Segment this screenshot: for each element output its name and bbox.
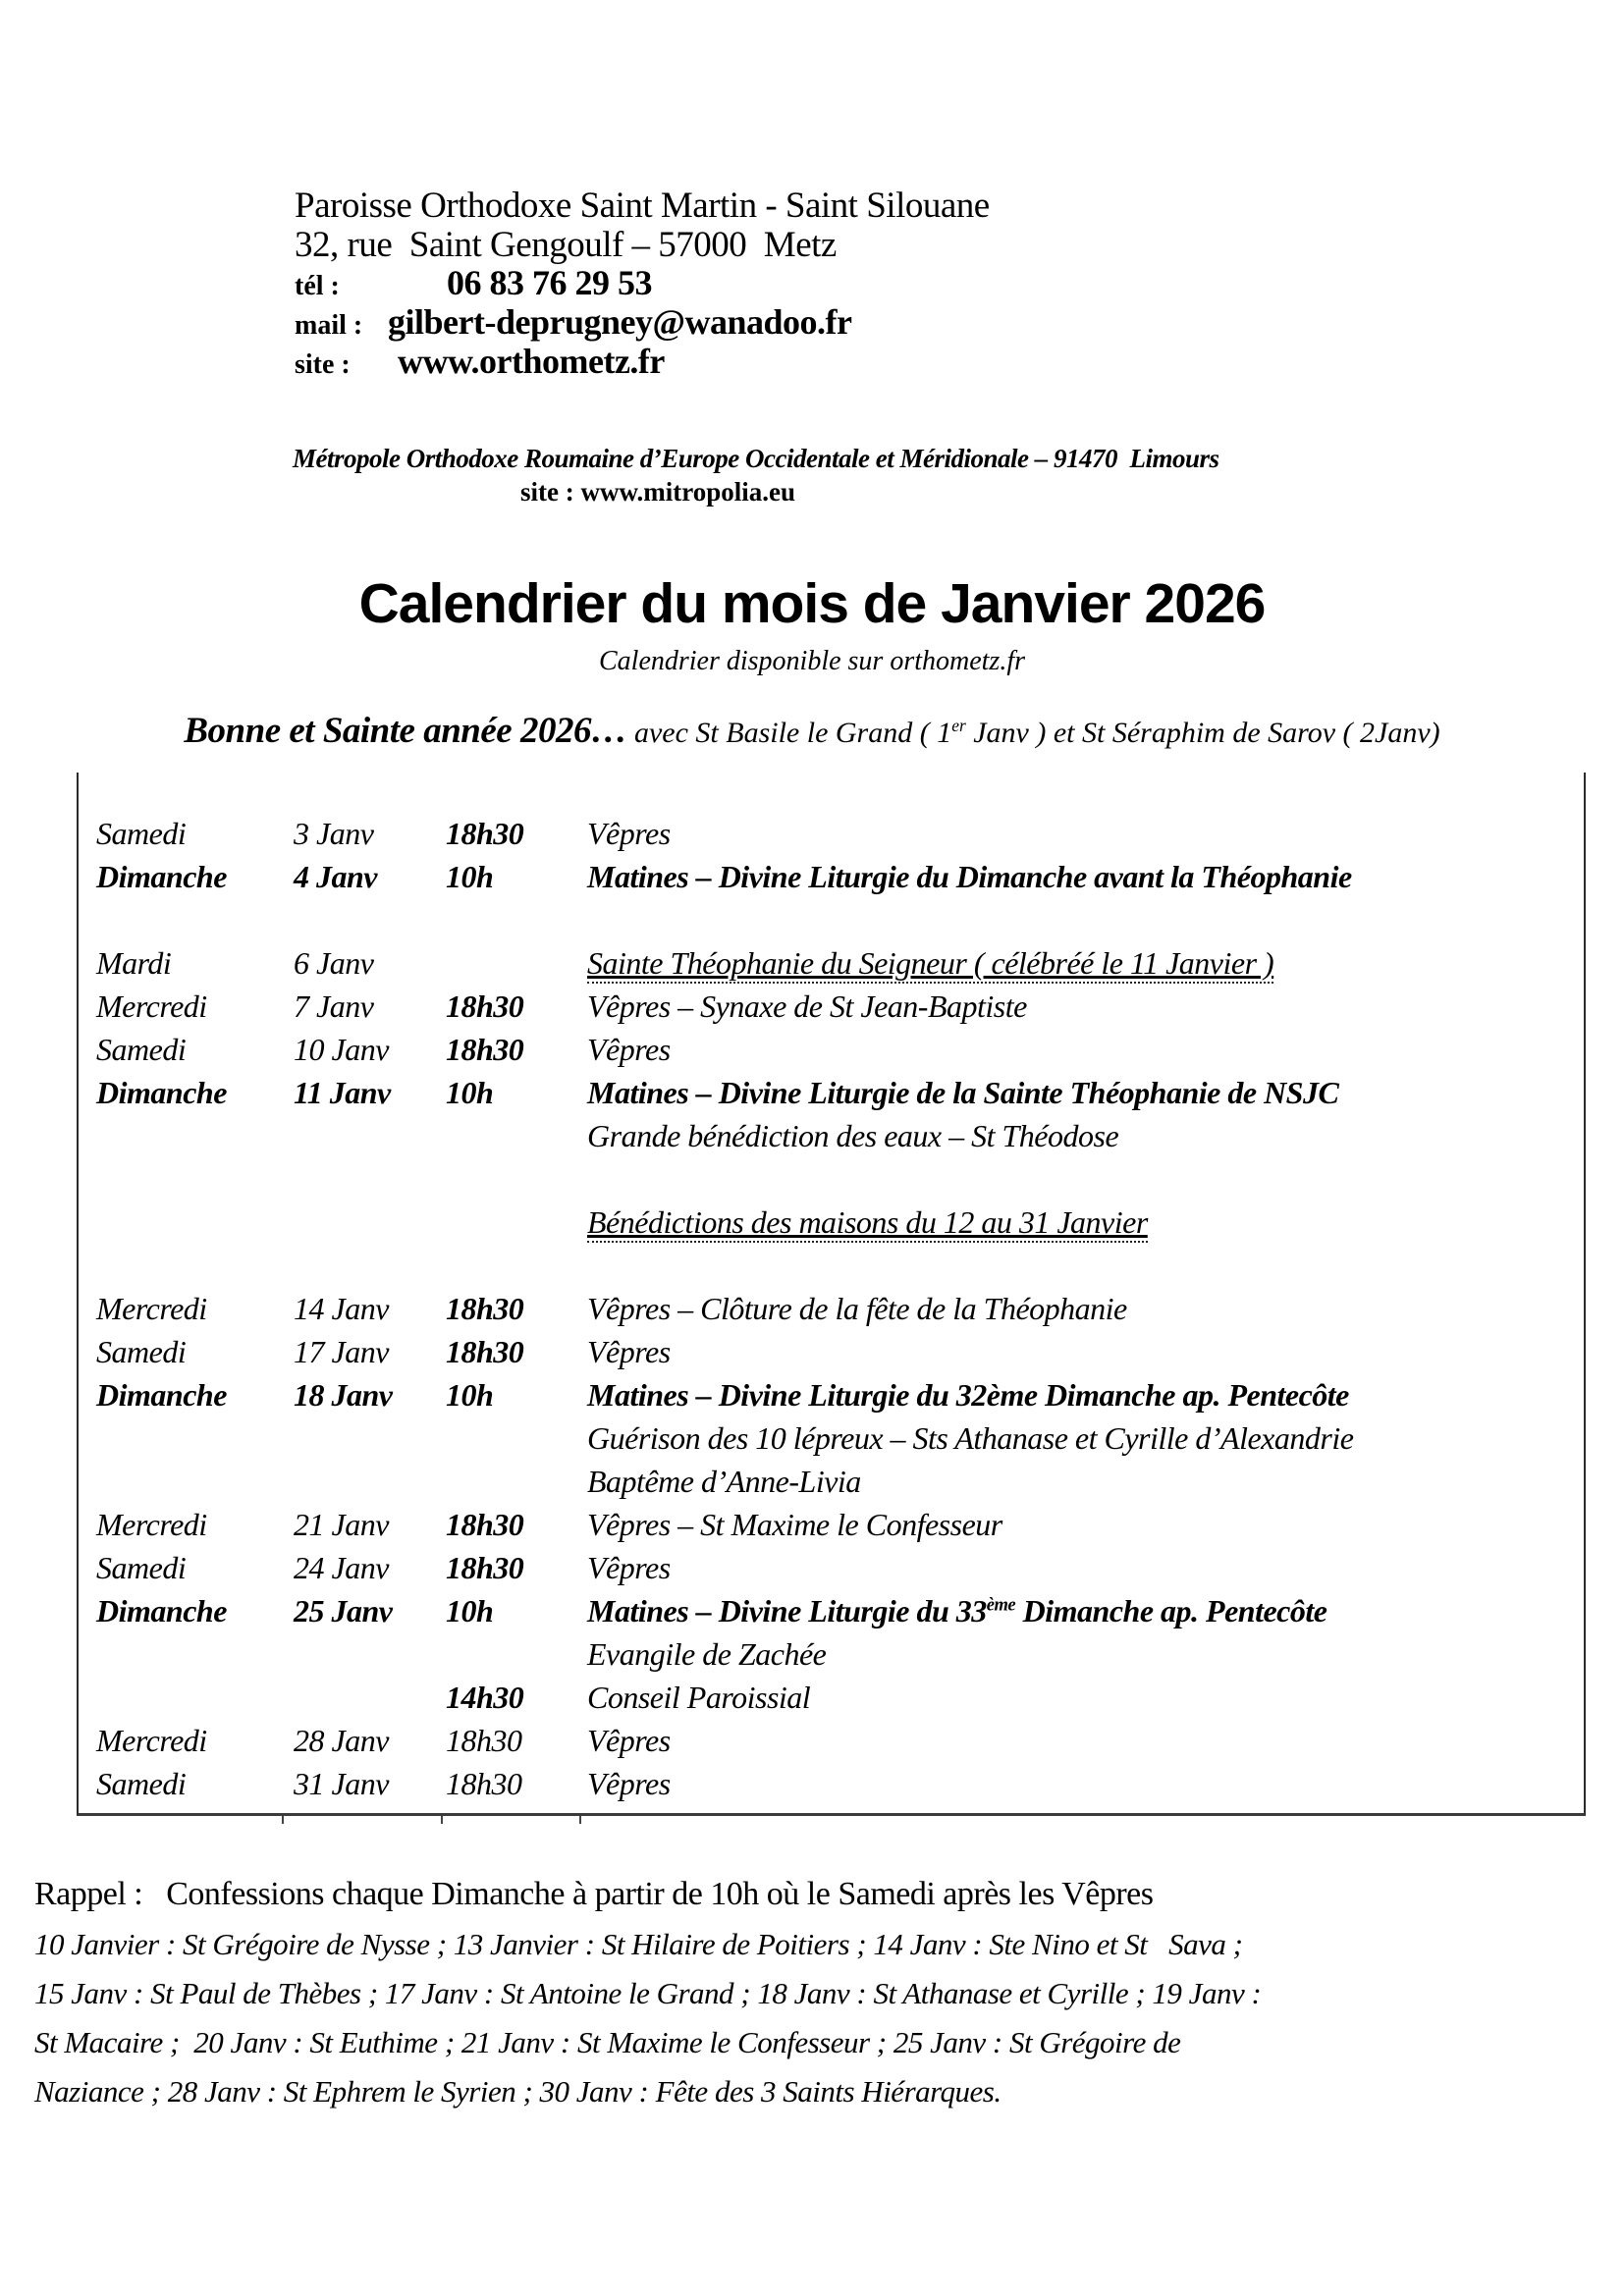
calendar-cell-date: 28 Janv xyxy=(294,1723,389,1758)
calendar-cell-desc: Baptême d’Anne-Livia xyxy=(587,1464,861,1499)
calendar-cell-desc: Grande bénédiction des eaux – St Théodose xyxy=(587,1118,1119,1153)
calendar-cell-date xyxy=(282,1460,441,1503)
calendar-cell-desc: Evangile de Zachée xyxy=(587,1636,827,1672)
calendar-cell-day: Samedi xyxy=(96,816,187,851)
calendar-cell-day: Mercredi xyxy=(96,1291,207,1326)
site-value: www.orthometz.fr xyxy=(398,342,665,381)
calendar-row xyxy=(79,1071,1584,1114)
calendar-cell-time: 18h30 xyxy=(446,988,524,1024)
calendar-cell-time: 18h30 xyxy=(446,1723,522,1758)
calendar-cell-day: Mercredi xyxy=(96,988,207,1024)
calendar-row xyxy=(79,985,1584,1028)
calendar-cell-day: Dimanche xyxy=(96,859,227,894)
greeting-bold: Bonne et Sainte année 2026… xyxy=(184,711,627,751)
calendar-row xyxy=(79,855,1584,898)
calendar-rows xyxy=(79,812,1584,1805)
calendar-cell-date: 4 Janv xyxy=(294,859,377,894)
calendar-cell-day xyxy=(79,1416,282,1460)
calendar-row xyxy=(79,1762,1584,1805)
calendar-row xyxy=(79,941,1584,985)
calendar-row xyxy=(79,1503,1584,1546)
contact-mail xyxy=(295,304,1624,344)
calendar-cell-time: 18h30 xyxy=(446,1507,524,1542)
calendar-cell-time xyxy=(441,1460,579,1503)
calendar-cell-day: Samedi xyxy=(96,1766,187,1801)
calendar-cell-time: 14h30 xyxy=(446,1680,524,1715)
calendar-cell-day: Samedi xyxy=(96,1550,187,1585)
calendar-cell-day xyxy=(79,1201,282,1244)
calendar-spacer-row xyxy=(79,1157,1584,1201)
calendar-cell-time xyxy=(441,941,579,985)
calendar-cell-desc: Matines – Divine Liturgie du Dimanche avant la Théophanie xyxy=(587,859,1352,894)
metropole-name: Métropole Orthodoxe Roumaine d’Europe Occidentale et Méridionale – 91470 Limours xyxy=(293,444,1219,473)
saints-line: 15 Janv : St Paul de Thèbes ; 17 Janv : St Antoine le Grand ; 18 Janv : St Athanase et Cyrille ; 19 Janv : xyxy=(34,1976,1262,2010)
calendar-cell-desc: Vêpres – St Maxime le Confesseur xyxy=(587,1507,1002,1542)
calendar-cell-date xyxy=(282,1416,441,1460)
calendar-cell-desc: Vêpres – Clôture de la fête de la Théophanie xyxy=(587,1291,1127,1326)
calendar-row xyxy=(79,1632,1584,1676)
calendar-cell-time: 18h30 xyxy=(446,1550,524,1585)
calendar-cell-date: 21 Janv xyxy=(294,1507,389,1542)
greeting-rest: avec St Basile le Grand ( 1er Janv ) et St Séraphim de Sarov ( 2Janv) xyxy=(626,716,1440,749)
calendar-cell-day: Dimanche xyxy=(96,1593,227,1629)
calendar-cell-time xyxy=(441,1114,579,1157)
page-title: Calendrier du mois de Janvier 2026 xyxy=(358,572,1266,635)
calendar-row xyxy=(79,812,1584,855)
calendar-row xyxy=(79,1330,1584,1373)
calendar-cell-desc: Vêpres xyxy=(587,1032,671,1067)
calendar-row xyxy=(79,1460,1584,1503)
saints-block xyxy=(34,1920,1624,2116)
calendar-cell-date xyxy=(282,1676,441,1719)
calendar-cell-day: Samedi xyxy=(96,1032,187,1067)
mail-label: mail : xyxy=(295,310,363,341)
calendar-cell-time xyxy=(441,1201,579,1244)
calendar-cell-date: 18 Janv xyxy=(294,1377,393,1413)
column-tick xyxy=(282,1816,284,1824)
contact-tel xyxy=(295,265,1624,304)
calendar-cell-day: Mercredi xyxy=(96,1507,207,1542)
saints-line: Naziance ; 28 Janv : St Ephrem le Syrien ; 30 Janv : Fête des 3 Saints Hiérarques. xyxy=(34,2074,1001,2109)
calendar-cell-desc: Matines – Divine Liturgie du 33ème Dimanche ap. Pentecôte xyxy=(587,1593,1327,1629)
calendar-row xyxy=(79,1114,1584,1157)
calendar-cell-desc: Bénédictions des maisons du 12 au 31 Janvier xyxy=(579,1201,1584,1244)
calendar-cell-time xyxy=(441,1632,579,1676)
column-tick xyxy=(441,1816,443,1824)
calendar-cell-time: 18h30 xyxy=(446,1032,524,1067)
calendar-cell-day xyxy=(79,1676,282,1719)
calendar-cell-day: Dimanche xyxy=(96,1377,227,1413)
calendar-cell-date xyxy=(282,1201,441,1244)
calendar-cell-day xyxy=(79,1114,282,1157)
calendar-cell-date: 31 Janv xyxy=(294,1766,389,1801)
parish-header xyxy=(295,187,1624,383)
rappel-line: Rappel : Confessions chaque Dimanche à partir de 10h où le Samedi après les Vêpres xyxy=(34,1876,1154,1912)
calendar-spacer-row xyxy=(79,1244,1584,1287)
greeting-line xyxy=(0,709,1624,761)
tel-label: tél : xyxy=(295,271,340,301)
calendar-cell-day: Samedi xyxy=(96,1334,187,1369)
calendar-cell-date: 14 Janv xyxy=(294,1291,389,1326)
calendar-cell-desc: Vêpres – Synaxe de St Jean-Baptiste xyxy=(587,988,1027,1024)
calendar-cell-desc: Matines – Divine Liturgie de la Sainte Théophanie de NSJC xyxy=(587,1075,1339,1110)
calendar-row xyxy=(79,1676,1584,1719)
calendar-row xyxy=(79,1028,1584,1071)
calendar-cell-date xyxy=(282,1632,441,1676)
metropole-block xyxy=(0,442,1624,508)
calendar-cell-day: Mercredi xyxy=(96,1723,207,1758)
calendar-cell-desc: Vêpres xyxy=(587,1550,671,1585)
calendar-cell-date xyxy=(282,1114,441,1157)
saints-line: St Macaire ; 20 Janv : St Euthime ; 21 Janv : St Maxime le Confesseur ; 25 Janv : St Grégoire de xyxy=(34,2025,1181,2059)
calendar-cell-day xyxy=(79,1460,282,1503)
calendar-cell-desc: Vêpres xyxy=(587,1723,671,1758)
calendar-cell-date: 3 Janv xyxy=(294,816,374,851)
calendar-cell-time: 18h30 xyxy=(446,816,524,851)
calendar-row xyxy=(79,1416,1584,1460)
calendar-row xyxy=(79,1287,1584,1330)
calendar-cell-desc: Vêpres xyxy=(587,1766,671,1801)
calendar-cell-date: 7 Janv xyxy=(294,988,374,1024)
calendar-cell-day xyxy=(79,1632,282,1676)
metropole-site: site : www.mitropolia.eu xyxy=(520,477,795,507)
parish-address: 32, rue Saint Gengoulf – 57000 Metz xyxy=(295,225,837,265)
site-label: site : xyxy=(295,349,351,380)
calendar-spacer-row xyxy=(79,898,1584,941)
calendar-row xyxy=(79,1719,1584,1762)
saints-line: 10 Janvier : St Grégoire de Nysse ; 13 Janvier : St Hilaire de Poitiers ; 14 Janv : Ste Nino et St Sava ; xyxy=(34,1927,1243,1961)
mail-value: gilbert-deprugney@wanadoo.fr xyxy=(388,302,852,342)
calendar-row xyxy=(79,1546,1584,1589)
tel-value: 06 83 76 29 53 xyxy=(447,263,652,302)
calendar-cell-date: 25 Janv xyxy=(294,1593,393,1629)
calendar-cell-date: 10 Janv xyxy=(294,1032,389,1067)
calendar-cell-date: 6 Janv xyxy=(294,945,374,981)
calendar-row xyxy=(79,1373,1584,1416)
calendar-cell-desc: Conseil Paroissial xyxy=(587,1680,811,1715)
column-tick xyxy=(579,1816,581,1824)
calendar-cell-desc: Vêpres xyxy=(587,1334,671,1369)
parish-name: Paroisse Orthodoxe Saint Martin - Saint Silouane xyxy=(295,186,990,226)
calendar-cell-date: 24 Janv xyxy=(294,1550,389,1585)
calendar-row xyxy=(79,1201,1584,1244)
calendar-cell-day: Mardi xyxy=(96,945,172,981)
calendar-cell-time: 18h30 xyxy=(446,1334,524,1369)
calendar-cell-desc: Guérison des 10 lépreux – Sts Athanase et Cyrille d’Alexandrie xyxy=(587,1420,1354,1456)
calendar-cell-date: 17 Janv xyxy=(294,1334,389,1369)
calendar-cell-desc: Vêpres xyxy=(587,816,671,851)
calendar-cell-desc: Sainte Théophanie du Seigneur ( célébréé le 11 Janvier ) xyxy=(579,941,1584,985)
calendar-cell-time: 10h xyxy=(446,1593,494,1629)
calendar-cell-time: 18h30 xyxy=(446,1291,524,1326)
calendar-table xyxy=(77,773,1586,1816)
page-subtitle: Calendrier disponible sur orthometz.fr xyxy=(598,646,1025,676)
calendar-cell-time: 10h xyxy=(446,859,494,894)
calendar-cell-time xyxy=(441,1416,579,1460)
calendar-cell-time: 18h30 xyxy=(446,1766,522,1801)
calendar-cell-desc: Matines – Divine Liturgie du 32ème Dimanche ap. Pentecôte xyxy=(587,1377,1349,1413)
contact-site xyxy=(295,344,1624,383)
calendar-cell-day: Dimanche xyxy=(96,1075,227,1110)
calendar-row xyxy=(79,1589,1584,1632)
calendar-cell-time: 10h xyxy=(446,1075,494,1110)
calendar-cell-time: 10h xyxy=(446,1377,494,1413)
calendar-cell-date: 11 Janv xyxy=(294,1075,391,1110)
